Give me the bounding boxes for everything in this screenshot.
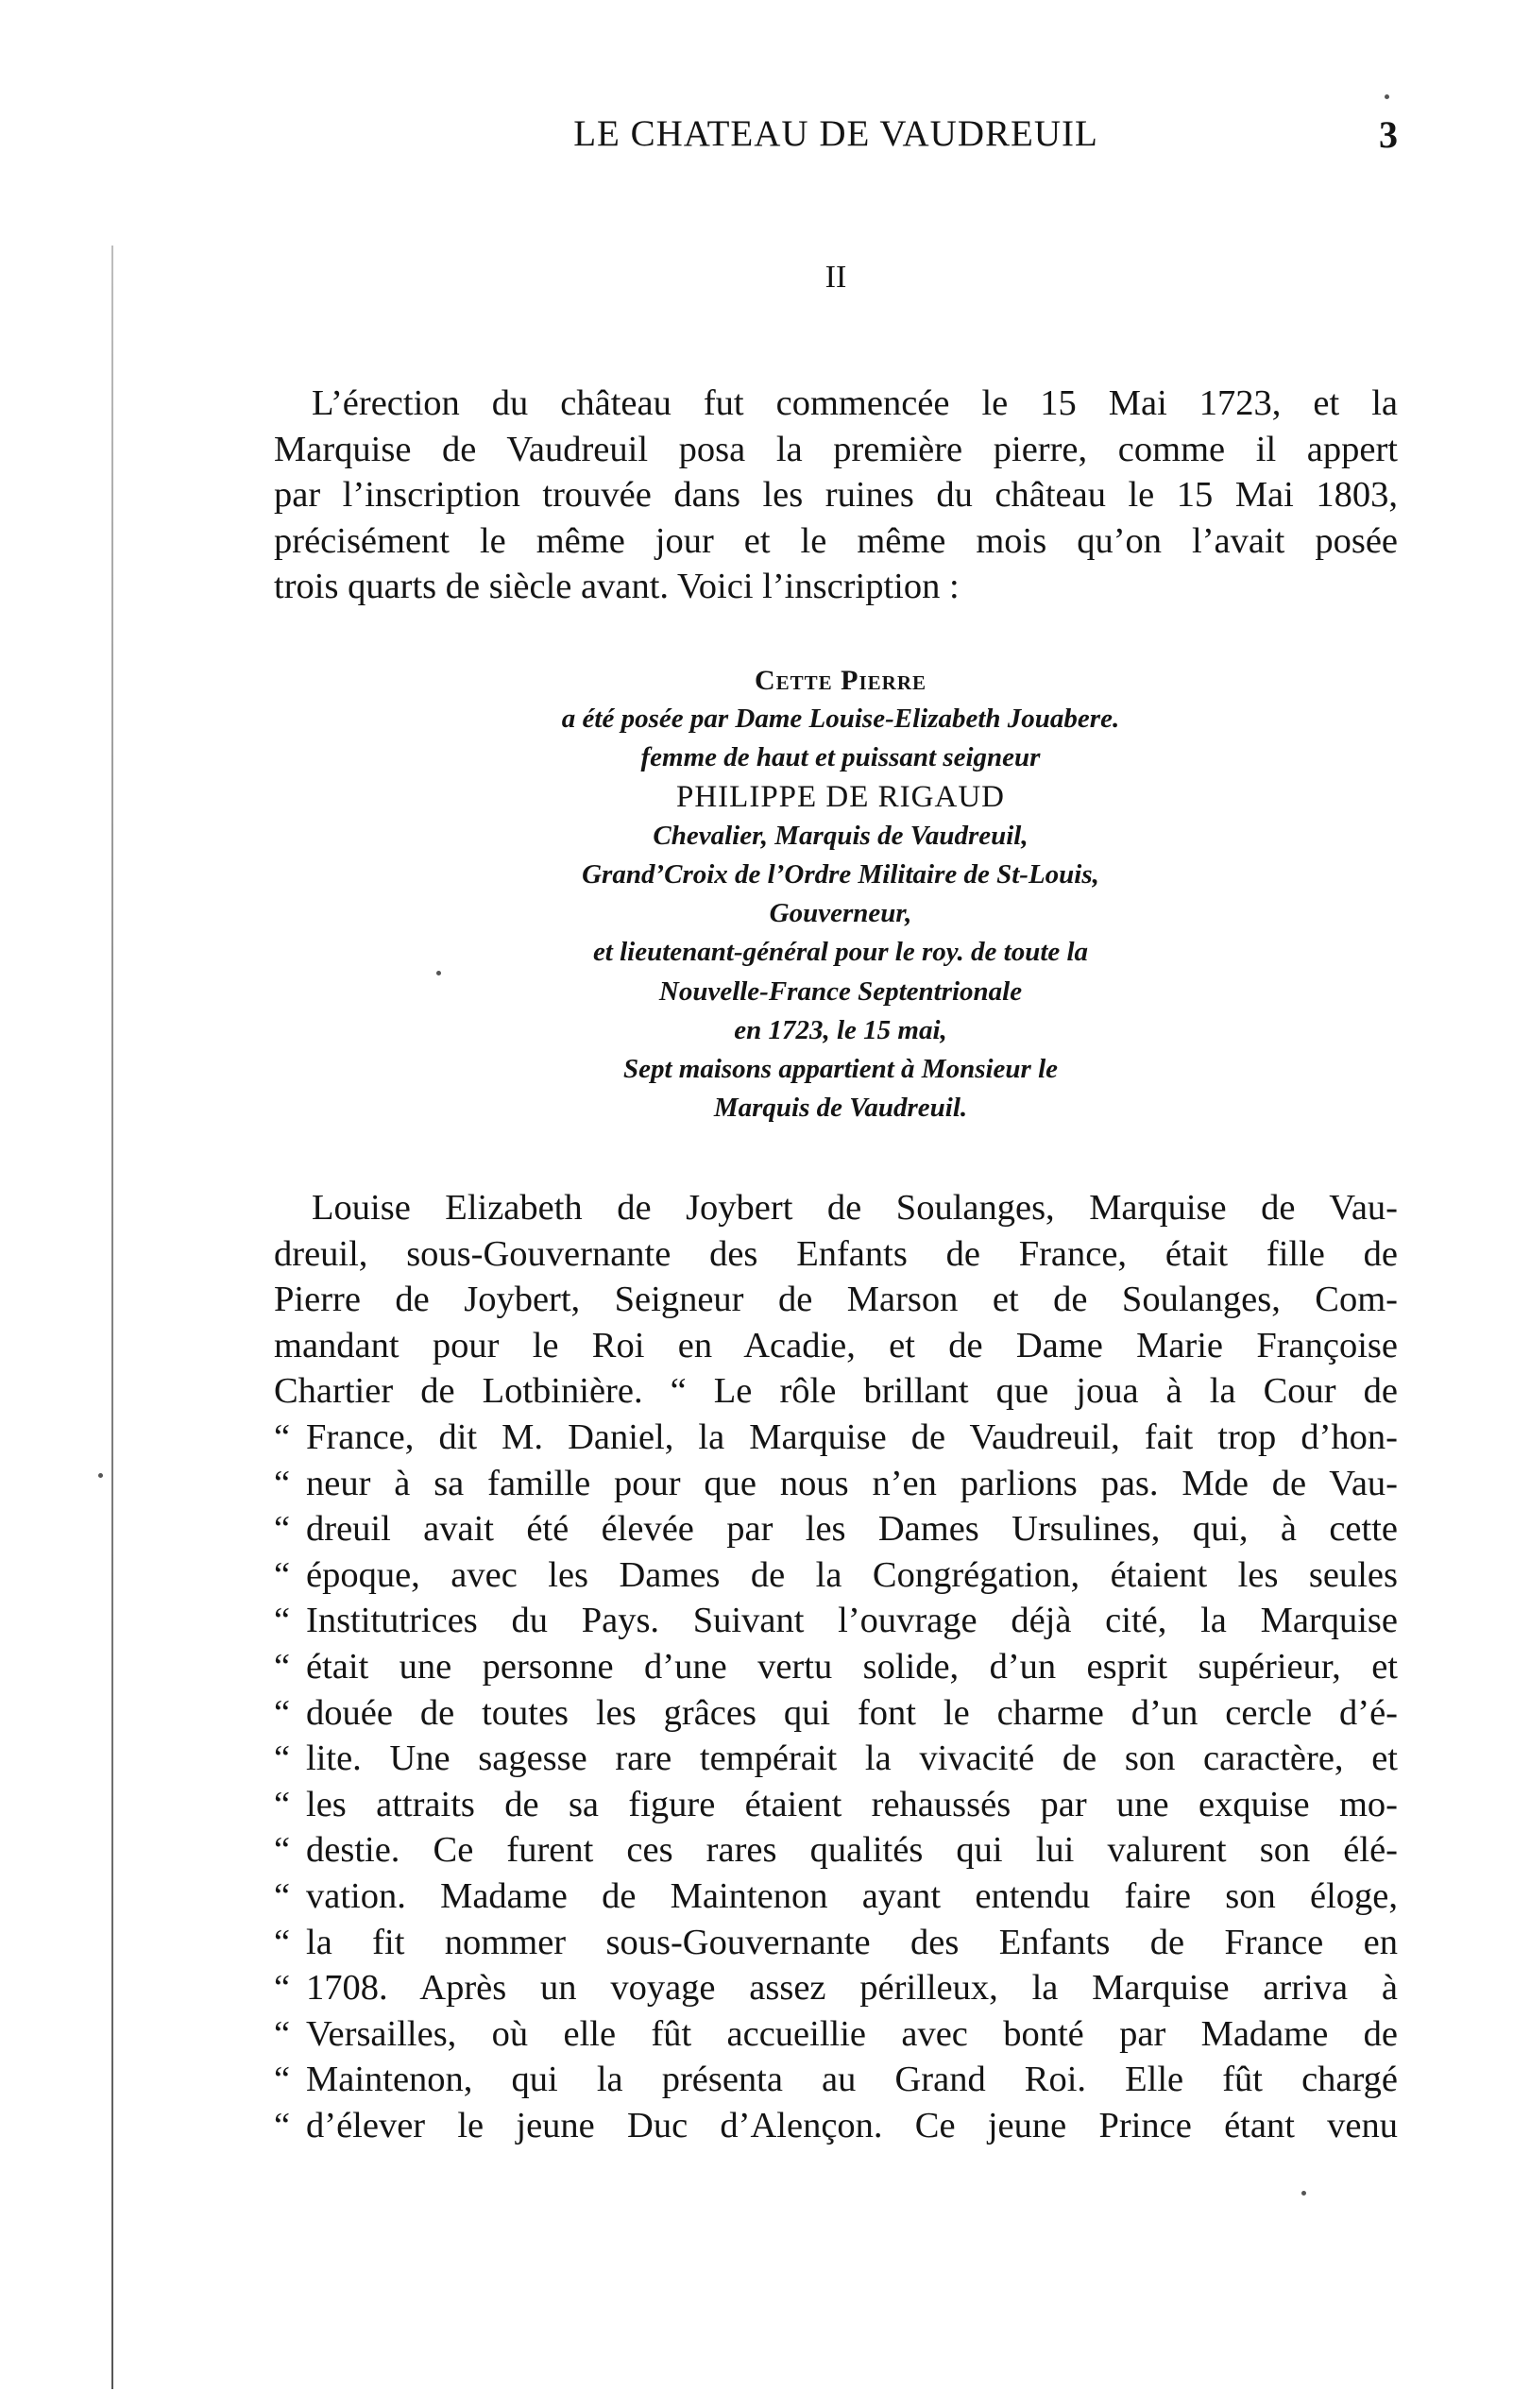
text-line: d’élever le jeune Duc d’Alençon. Ce jeune Prince étant venu	[306, 2105, 1398, 2145]
text-line: les attraits de sa figure étaient rehaussés par une exquise mo-	[306, 1784, 1398, 1824]
text-line: par l’inscription trouvée dans les ruines du château le 15 Mai 1803,	[274, 475, 1398, 516]
text-line: lite. Une sagesse rare tempérait la vivacité de son caractère, et	[306, 1738, 1398, 1779]
text-line: douée de toutes les grâces qui font le charme d’un cercle d’é-	[306, 1692, 1398, 1733]
quoted-line	[274, 1920, 1398, 1966]
text-line: Louise Elizabeth de Joybert de Soulanges, Marquise de Vau-	[312, 1188, 1398, 1228]
text-line: Pierre de Joybert, Seigneur de Marson et de Soulanges, Com-	[274, 1280, 1398, 1320]
quoted-line	[274, 1552, 1398, 1599]
quoted-line	[274, 2011, 1398, 2058]
inscription-line: Chevalier, Marquis de Vaudreuil,	[653, 820, 1028, 851]
text-line: 1708. Après un voyage assez périlleux, la Marquise arriva à	[306, 1968, 1398, 2009]
quoted-line	[274, 1461, 1398, 1507]
text-line: trois quarts de siècle avant. Voici l’inscription :	[274, 567, 960, 607]
scan-speck	[436, 971, 441, 975]
text-line: L’érection du château fut commencée le 15 Mai 1723, et la	[312, 383, 1398, 423]
inscription-line: a été posée par Dame Louise-Elizabeth Jouabere.	[561, 704, 1120, 735]
quote-mark: “	[274, 1784, 291, 1824]
paragraph-intro	[274, 381, 1398, 610]
quote-mark: “	[274, 1830, 291, 1871]
quote-mark: “	[274, 2013, 291, 2054]
quote-mark: “	[274, 1554, 291, 1595]
running-title: LE CHATEAU DE VAUDREUIL	[573, 113, 1098, 154]
scan-speck	[1301, 2191, 1306, 2196]
quoted-line	[274, 1644, 1398, 1690]
page-header	[274, 109, 1398, 165]
inscription-line: et lieutenant-général pour le roy. de toute la	[592, 937, 1089, 968]
text-line: neur à sa famille pour que nous n’en parlions pas. Mde de Vau-	[306, 1463, 1398, 1503]
quoted-line	[274, 1506, 1398, 1552]
quoted-line	[274, 1736, 1398, 1782]
inscription-line: Gouverneur,	[769, 898, 912, 929]
inscription-line: Marquis de Vaudreuil.	[713, 1093, 968, 1124]
text-line: la fit nommer sous-Gouvernante des Enfants de France en	[306, 1922, 1398, 1962]
quoted-line	[274, 1690, 1398, 1737]
quote-mark: “	[274, 1875, 291, 1916]
inscription-line: Cette Pierre	[754, 665, 927, 696]
quote-mark: “	[274, 1738, 291, 1779]
quote-mark: “	[274, 1692, 291, 1733]
text-line: Versailles, où elle fût accueillie avec bonté par Madame de	[306, 2013, 1398, 2054]
quoted-line	[274, 2103, 1398, 2149]
quote-mark: “	[274, 1601, 291, 1641]
quote-mark: “	[274, 1922, 291, 1962]
quote-mark: “	[274, 1968, 291, 2009]
quote-mark: “	[274, 1509, 291, 1550]
text-line: Maintenon, qui la présenta au Grand Roi. Elle fût chargé	[306, 2060, 1398, 2100]
text-line: vation. Madame de Maintenon ayant entendu faire son éloge,	[306, 1875, 1398, 1916]
quote-mark: “	[274, 2105, 291, 2145]
inscription-line: femme de haut et puissant seigneur	[640, 742, 1041, 773]
text-line: dreuil avait été élevée par les Dames Ursulines, qui, à cette	[306, 1509, 1398, 1550]
inscription-block	[406, 661, 1275, 1128]
quoted-line	[274, 2057, 1398, 2103]
quote-mark: “	[274, 1646, 291, 1687]
text-line: destie. Ce furent ces rares qualités qui lui valurent son élé-	[306, 1830, 1398, 1871]
text-line: précisément le même jour et le même mois qu’on l’avait posée	[274, 520, 1398, 561]
text-line: Chartier de Lotbinière. “ Le rôle brillant que joua à la Cour de	[274, 1371, 1398, 1412]
quote-mark: “	[274, 1416, 291, 1457]
page-number: 3	[1379, 113, 1398, 156]
text-line: Marquise de Vaudreuil posa la première pierre, comme il appert	[274, 429, 1398, 469]
quoted-line	[274, 1415, 1398, 1461]
quoted-line	[274, 1874, 1398, 1920]
text-line: Institutrices du Pays. Suivant l’ouvrage déjà cité, la Marquise	[306, 1601, 1398, 1641]
scan-speck	[1385, 94, 1389, 99]
quoted-line	[274, 1598, 1398, 1644]
quoted-line	[274, 1782, 1398, 1828]
inscription-line: PHILIPPE DE RIGAUD	[676, 779, 1005, 814]
text-line: époque, avec les Dames de la Congrégation, étaient les seules	[306, 1554, 1398, 1595]
text-line: était une personne d’une vertu solide, d’un esprit supérieur, et	[306, 1646, 1398, 1687]
text-line: dreuil, sous-Gouvernante des Enfants de France, était fille de	[274, 1233, 1398, 1274]
quote-mark: “	[274, 2060, 291, 2100]
inscription-line: en 1723, le 15 mai,	[734, 1014, 947, 1045]
inscription-line: Grand’Croix de l’Ordre Militaire de St-Louis,	[582, 859, 1099, 890]
text-line: mandant pour le Roi en Acadie, et de Dame Marie Françoise	[274, 1325, 1398, 1365]
quote-mark: “	[274, 1463, 291, 1503]
inscription-line: Nouvelle-France Septentrionale	[658, 975, 1023, 1007]
scan-speck	[98, 1473, 103, 1478]
text-line: France, dit M. Daniel, la Marquise de Vaudreuil, fait trop d’hon-	[306, 1416, 1398, 1457]
paragraph-biography	[274, 1185, 1398, 2148]
section-number: II	[824, 260, 847, 295]
quoted-line	[274, 1827, 1398, 1874]
scan-margin-edge	[111, 246, 113, 2389]
quoted-line	[274, 1965, 1398, 2011]
inscription-line: Sept maisons appartient à Monsieur le	[622, 1054, 1059, 1085]
